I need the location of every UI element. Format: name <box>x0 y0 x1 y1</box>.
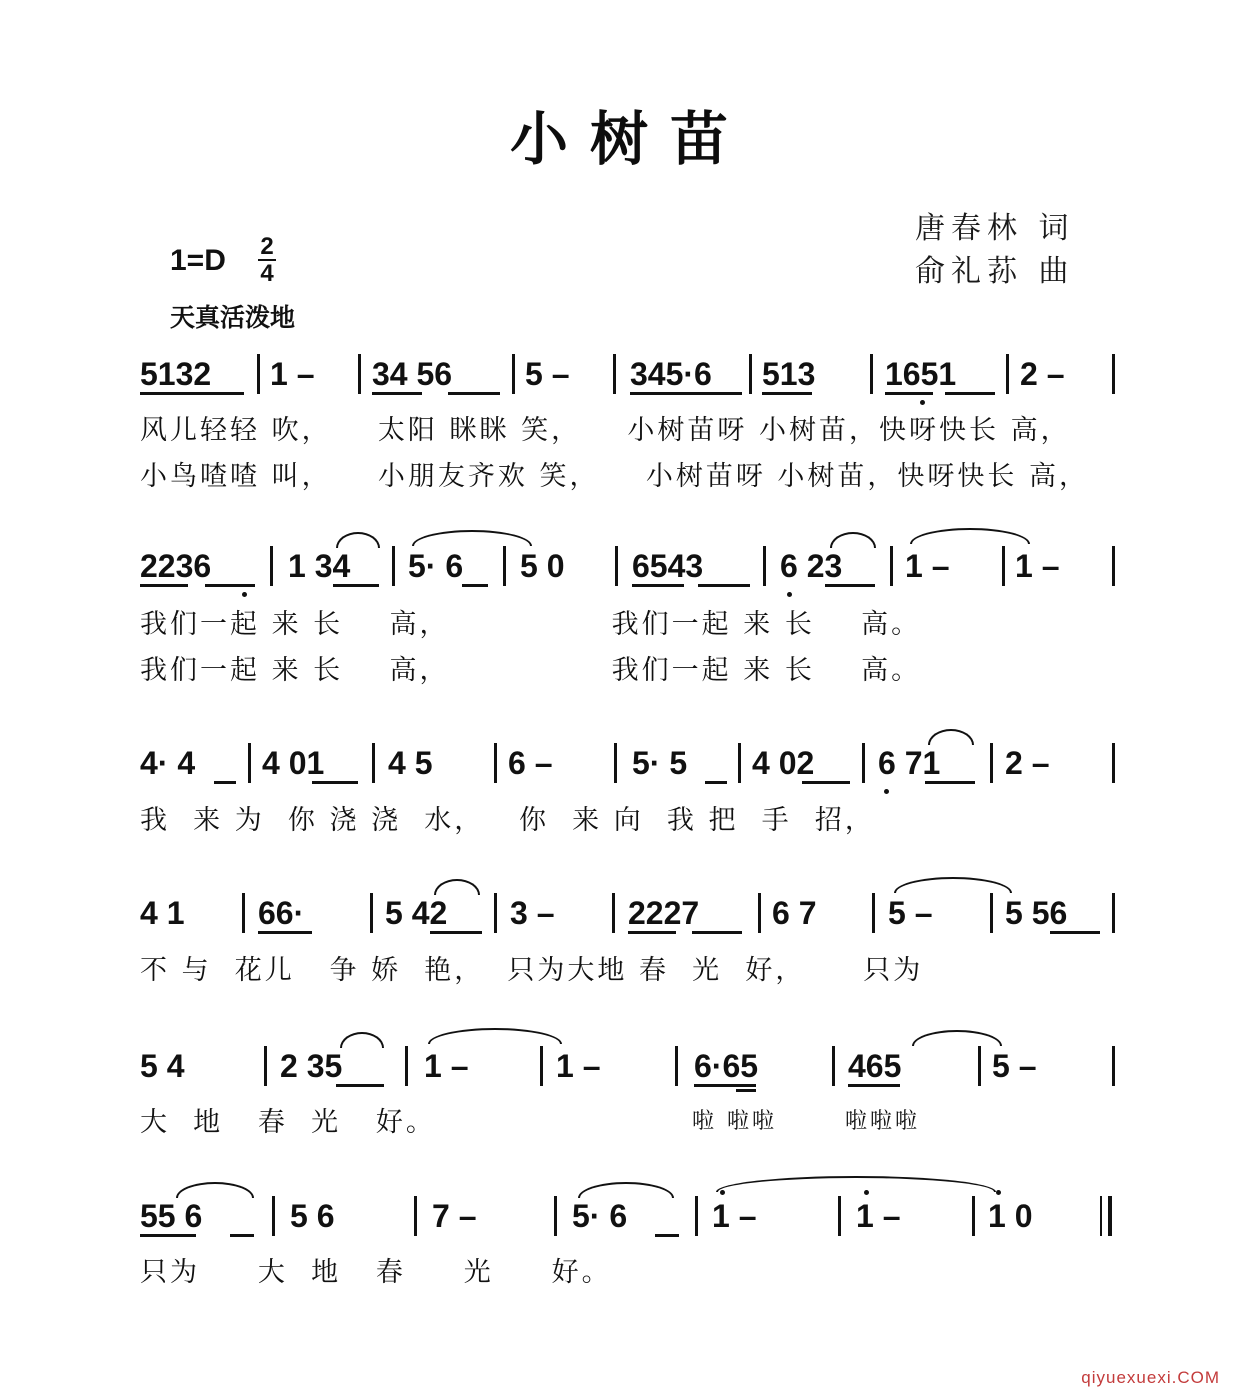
lyric-verse-1: 大 地 春 光 好。 <box>140 1107 436 1138</box>
measure: 2227 <box>628 895 700 931</box>
measure: 4· 4 <box>140 745 196 781</box>
staff-line-1 <box>0 356 1260 416</box>
measure: 3 – <box>510 895 555 931</box>
composer-credit: 俞礼荪 曲 <box>915 254 1075 289</box>
measure: 1 – <box>905 548 950 584</box>
staff-line-6 <box>0 1198 1260 1258</box>
measure: 5 0 <box>520 548 565 584</box>
measure: 5 4 <box>140 1048 185 1084</box>
measure: 1 – <box>556 1048 601 1084</box>
measure: 7 – <box>432 1198 477 1234</box>
lyric-verse-1: 我们一起 来 长 高， 我们一起 来 长 高。 <box>140 609 922 640</box>
lyric-verse-2: 我们一起 来 长 高， 我们一起 来 长 高。 <box>140 655 922 686</box>
measure: 6 23 <box>780 548 843 584</box>
measure: 1 – <box>712 1198 757 1234</box>
measure: 1 – <box>1015 548 1060 584</box>
measure: 6543 <box>632 548 704 584</box>
time-signature-bottom: 4 <box>260 260 274 287</box>
measure: 4 1 <box>140 895 185 931</box>
measure: 5· 6 <box>572 1198 628 1234</box>
lyric-la-1: 啦 啦啦 <box>692 1109 777 1134</box>
measure: 5 – <box>525 356 570 392</box>
lyric-la-2: 啦啦啦 <box>845 1109 921 1134</box>
staff-line-3 <box>0 745 1260 805</box>
measure: 5132 <box>140 356 212 392</box>
measure: 1 34 <box>288 548 351 584</box>
measure: 5 56 <box>1005 895 1068 931</box>
measure: 1 – <box>856 1198 901 1234</box>
key-signature: 1=D <box>170 244 226 277</box>
measure: 5 6 <box>290 1198 335 1234</box>
staff-line-5 <box>0 1048 1260 1108</box>
measure: 5 42 <box>385 895 448 931</box>
measure: 465 <box>848 1048 902 1084</box>
lyric-verse-2: 小鸟喳喳 叫， 小朋友齐欢 笑， 小树苗呀 小树苗，快呀快长 高， <box>140 461 1089 492</box>
measure: 4 02 <box>752 745 815 781</box>
lyric-verse-1: 风儿轻轻 吹， 太阳 眯眯 笑， 小树苗呀 小树苗，快呀快长 高， <box>140 415 1071 446</box>
measure: 6 – <box>508 745 553 781</box>
tempo-marking: 天真活泼地 <box>170 303 296 332</box>
measure: 6 7 <box>772 895 817 931</box>
measure: 513 <box>762 356 816 392</box>
measure: 1651 <box>885 356 957 392</box>
lyricist-credit: 唐春林 词 <box>915 211 1075 246</box>
staff-line-2 <box>0 548 1260 608</box>
watermark: qiyuexuexi.COM <box>1081 1368 1220 1387</box>
measure: 6·65 <box>694 1048 759 1084</box>
measure: 1 – <box>424 1048 469 1084</box>
measure: 6 71 <box>878 745 941 781</box>
measure: 2 – <box>1005 745 1050 781</box>
measure: 5 – <box>888 895 933 931</box>
measure: 1 – <box>270 356 315 392</box>
measure: 34 56 <box>372 356 453 392</box>
staff-line-4 <box>0 895 1260 955</box>
measure: 2236 <box>140 548 212 584</box>
measure: 345·6 <box>630 356 712 392</box>
measure: 55 6 <box>140 1198 203 1234</box>
lyric-verse-1: 不 与 花儿 争 娇 艳， 只为大地 春 光 好， 只为 <box>140 955 924 986</box>
measure: 66· <box>258 895 305 931</box>
measure: 5· 5 <box>632 745 688 781</box>
song-title: 小树苗 <box>509 105 750 173</box>
measure: 1 0 <box>988 1198 1033 1234</box>
time-signature-top: 2 <box>260 233 274 260</box>
measure: 2 35 <box>280 1048 343 1084</box>
lyric-verse-1: 我 来 为 你 浇 浇 水， 你 来 向 我 把 手 招， <box>140 805 875 836</box>
measure: 2 – <box>1020 356 1065 392</box>
lyric-verse-1: 只为 大 地 春 光 好。 <box>140 1257 612 1288</box>
measure: 5· 6 <box>408 548 464 584</box>
measure: 4 01 <box>262 745 325 781</box>
measure: 4 5 <box>388 745 433 781</box>
time-signature <box>258 234 276 286</box>
measure: 5 – <box>992 1048 1037 1084</box>
